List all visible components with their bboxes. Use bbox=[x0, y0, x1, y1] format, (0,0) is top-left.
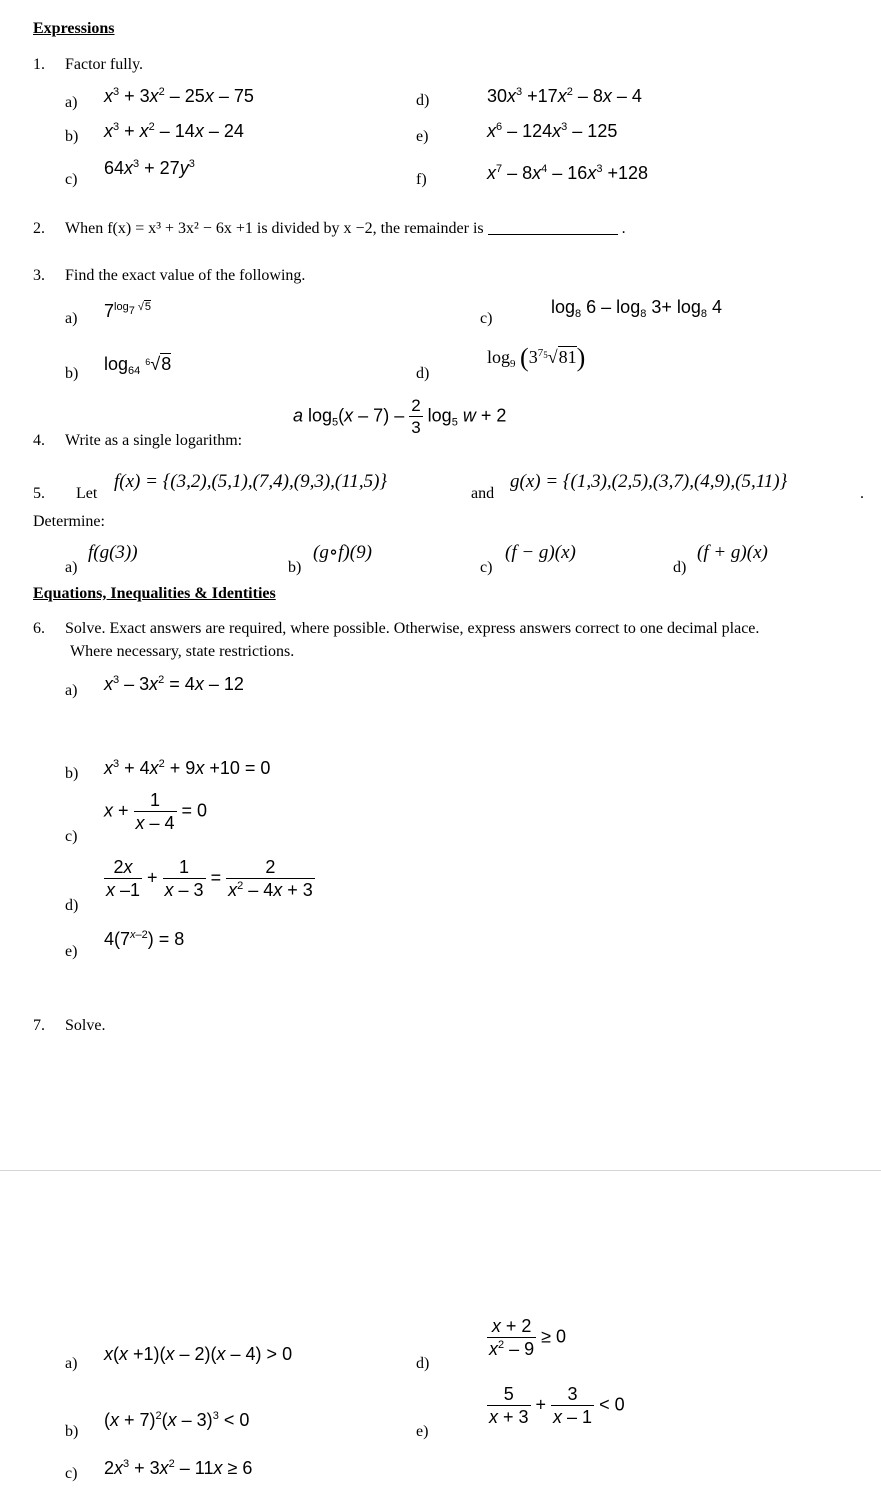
math-expression: $\frac{2x}{x -1}$ + $\frac{1}{x - 3}$ = $\frac{2}{x^2 - 4x + 3}$ bbox=[106, 857, 313, 900]
math-expression: $\frac{5}{x + 3}$ + $\frac{3}{x - 1}$ < 0 bbox=[489, 1384, 625, 1427]
math-expression: (f + g)(x) bbox=[697, 542, 768, 563]
section-heading-equations: Equations, Inequalities & Identities bbox=[33, 585, 276, 602]
item-label: c) bbox=[480, 559, 493, 576]
question-text: and bbox=[471, 485, 495, 502]
math-expression: x(x +1)(x – 2)(x – 4) > 0 bbox=[104, 1344, 293, 1364]
math-expression: f(g(3)) bbox=[88, 542, 138, 563]
math-expression: $x^7 - 8x^4 - 16x^3 +128$ bbox=[487, 163, 648, 183]
page-divider bbox=[0, 1170, 881, 1171]
question-number: 7. bbox=[33, 1017, 45, 1034]
question-text-after: . bbox=[621, 220, 626, 237]
math-expression: $\log_9 (3^{75}√81)$ bbox=[487, 343, 586, 372]
item-label: e) bbox=[416, 1423, 429, 1440]
question-text: Where necessary, state restrictions. bbox=[70, 643, 295, 660]
item-label: d) bbox=[416, 1355, 430, 1372]
math-expression: $x^3 + 3x^2 - 25x - 75$ bbox=[104, 86, 254, 106]
answer-blank bbox=[488, 234, 618, 235]
question-text: Solve. Exact answers are required, where possible. Otherwise, express answers correct to one decimal place. bbox=[65, 620, 760, 637]
item-label: e) bbox=[65, 943, 78, 960]
question-text-before: When f(x) = x³ + 3x² − 6x +1 is divided by x −2, the remainder is bbox=[65, 220, 484, 237]
question-text bbox=[65, 221, 626, 237]
math-expression: $\frac{x + 2}{x^2 - 9}$ ≥ 0 bbox=[489, 1316, 567, 1359]
math-expression: $\log_8 6 - \log_8 3+ \log_8 4$ bbox=[551, 297, 723, 320]
function-g-definition: g(x) = {(1,3),(2,5),(3,7),(4,9),(5,11)} bbox=[510, 471, 788, 492]
item-label: a) bbox=[65, 94, 78, 111]
question-number: 2. bbox=[33, 220, 45, 237]
question-text: Solve. bbox=[65, 1017, 106, 1034]
question-text: . bbox=[860, 485, 864, 502]
math-expression: (g∘f)(9) bbox=[313, 542, 372, 563]
question-text: Let bbox=[76, 485, 98, 502]
question-text: Determine: bbox=[33, 513, 105, 530]
math-expression: $30x^3 +17x^2 - 8x - 4$ bbox=[487, 86, 642, 106]
question-text: Write as a single logarithm: bbox=[65, 432, 243, 449]
item-label: c) bbox=[480, 310, 493, 327]
item-label: a) bbox=[65, 682, 78, 699]
item-label: d) bbox=[416, 92, 430, 109]
item-label: c) bbox=[65, 1465, 78, 1482]
item-label: a) bbox=[65, 310, 78, 327]
item-label: b) bbox=[65, 128, 79, 145]
item-label: d) bbox=[673, 559, 687, 576]
item-label: a) bbox=[65, 559, 78, 576]
question-number: 6. bbox=[33, 620, 45, 637]
math-expression: x + $\frac{1}{x - 4}$ = 0 bbox=[104, 790, 208, 833]
question-number: 1. bbox=[33, 56, 45, 73]
item-label: c) bbox=[65, 171, 78, 188]
math-expression: a $\log_5(x - 7)$ – $\frac{2}{3}$ $\log_5 w + 2$ bbox=[293, 396, 507, 437]
item-label: d) bbox=[65, 897, 79, 914]
item-label: d) bbox=[416, 365, 430, 382]
math-expression: $x^3 - 3x^2 = 4x - 12$ bbox=[104, 674, 244, 694]
math-expression: $7^{log_7 √5}$ bbox=[104, 301, 152, 321]
math-expression: $x^3 + 4x^2 + 9x +10 = 0$ bbox=[104, 758, 271, 778]
section-heading-expressions: Expressions bbox=[33, 20, 115, 37]
math-expression: $(x + 7)^2(x - 3)^3 < 0$ bbox=[104, 1410, 250, 1430]
question-text: Factor fully. bbox=[65, 56, 144, 73]
function-f-definition: f(x) = {(3,2),(5,1),(7,4),(9,3),(11,5)} bbox=[114, 471, 387, 492]
math-expression: $\log_{64} ^6√8$ bbox=[104, 354, 172, 377]
item-label: b) bbox=[65, 1423, 79, 1440]
math-expression: $x^6 - 124x^3 - 125$ bbox=[487, 121, 618, 141]
item-label: f) bbox=[416, 171, 427, 188]
item-label: e) bbox=[416, 128, 429, 145]
question-number: 5. bbox=[33, 485, 45, 502]
question-number: 4. bbox=[33, 432, 45, 449]
item-label: a) bbox=[65, 1355, 78, 1372]
math-expression: $4(7^{x-2}) = 8$ bbox=[104, 929, 185, 949]
question-number: 3. bbox=[33, 267, 45, 284]
math-expression: $x^3 + x^2 - 14x - 24$ bbox=[104, 121, 244, 141]
item-label: b) bbox=[65, 365, 79, 382]
math-expression: (f − g)(x) bbox=[505, 542, 576, 563]
item-label: b) bbox=[288, 559, 302, 576]
math-expression: $64x^3 + 27y^3$ bbox=[104, 158, 195, 178]
math-expression: $2x^3 + 3x^2 - 11x \ge 6$ bbox=[104, 1458, 253, 1478]
item-label: b) bbox=[65, 765, 79, 782]
item-label: c) bbox=[65, 828, 78, 845]
question-text: Find the exact value of the following. bbox=[65, 267, 306, 284]
